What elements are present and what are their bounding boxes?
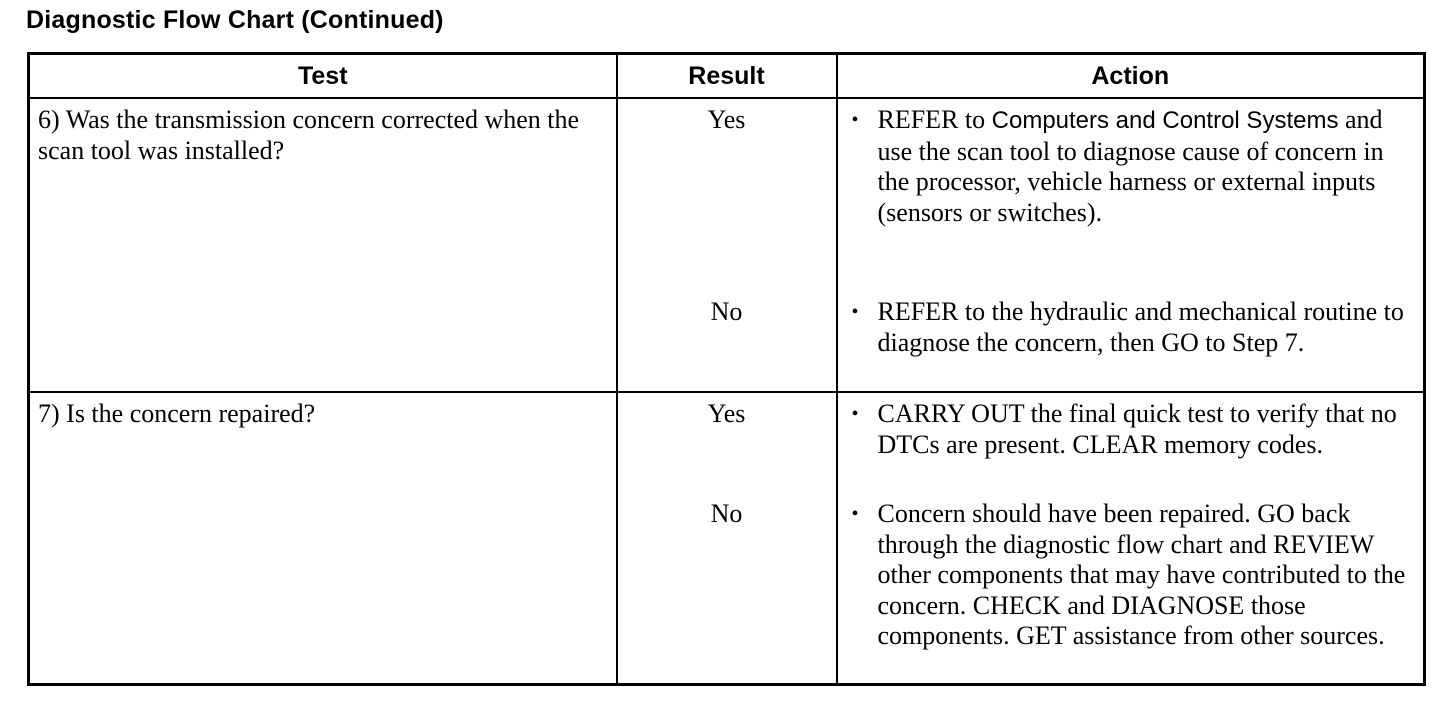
bullet-item bbox=[852, 499, 1416, 652]
table-row bbox=[29, 392, 1425, 685]
header-test: Test bbox=[29, 54, 617, 99]
table-header-row bbox=[29, 54, 1425, 99]
test-question: 6) Was the transmission concern corrected when the scan tool was installed? bbox=[38, 105, 580, 165]
header-result: Result bbox=[617, 54, 837, 99]
action-entry bbox=[838, 291, 1424, 391]
result-yes: Yes bbox=[707, 399, 746, 428]
result-cell bbox=[617, 392, 837, 685]
action-text: CARRY OUT the final quick test to verify that no DTCs are present. CLEAR memory codes. bbox=[877, 399, 1397, 459]
test-question: 7) Is the concern repaired? bbox=[38, 399, 316, 428]
result-no: No bbox=[710, 297, 743, 326]
reference-link-text: Computers and Control Systems bbox=[991, 107, 1339, 134]
action-cell bbox=[837, 98, 1425, 392]
bullet-item bbox=[852, 105, 1416, 228]
page-title: Diagnostic Flow Chart (Continued) bbox=[26, 6, 444, 34]
result-yes: Yes bbox=[707, 105, 746, 134]
action-text: REFER to the hydraulic and mechanical routine to diagnose the concern, then GO to Step 7. bbox=[877, 297, 1404, 357]
result-cell bbox=[617, 98, 837, 392]
test-cell bbox=[29, 392, 617, 685]
table-row bbox=[29, 98, 1425, 392]
action-entry bbox=[838, 393, 1424, 493]
action-text: Concern should have been repaired. GO back through the diagnostic flow chart and REVIEW other components that may have contributed to the concern. CHECK and DIAGNOSE those components. GET assistance from other sources. bbox=[877, 499, 1406, 650]
action-cell bbox=[837, 392, 1425, 685]
action-text-part: and use the scan tool to diagnose cause of concern in the processor, vehicle harness or external inputs (sensors or switches). bbox=[877, 105, 1384, 227]
bullet-icon: • bbox=[851, 109, 859, 131]
test-cell bbox=[29, 98, 617, 392]
header-action: Action bbox=[837, 54, 1425, 99]
bullet-icon: • bbox=[851, 403, 859, 425]
bullet-icon: • bbox=[851, 301, 859, 323]
bullet-item bbox=[852, 399, 1416, 460]
diagnostic-flow-table bbox=[27, 52, 1426, 686]
action-text-part: REFER to bbox=[877, 105, 992, 134]
bullet-icon: • bbox=[851, 503, 859, 525]
bullet-item bbox=[852, 297, 1416, 358]
action-text bbox=[878, 105, 1416, 228]
action-entry bbox=[838, 99, 1424, 291]
result-no: No bbox=[710, 499, 743, 528]
action-entry bbox=[838, 493, 1424, 683]
